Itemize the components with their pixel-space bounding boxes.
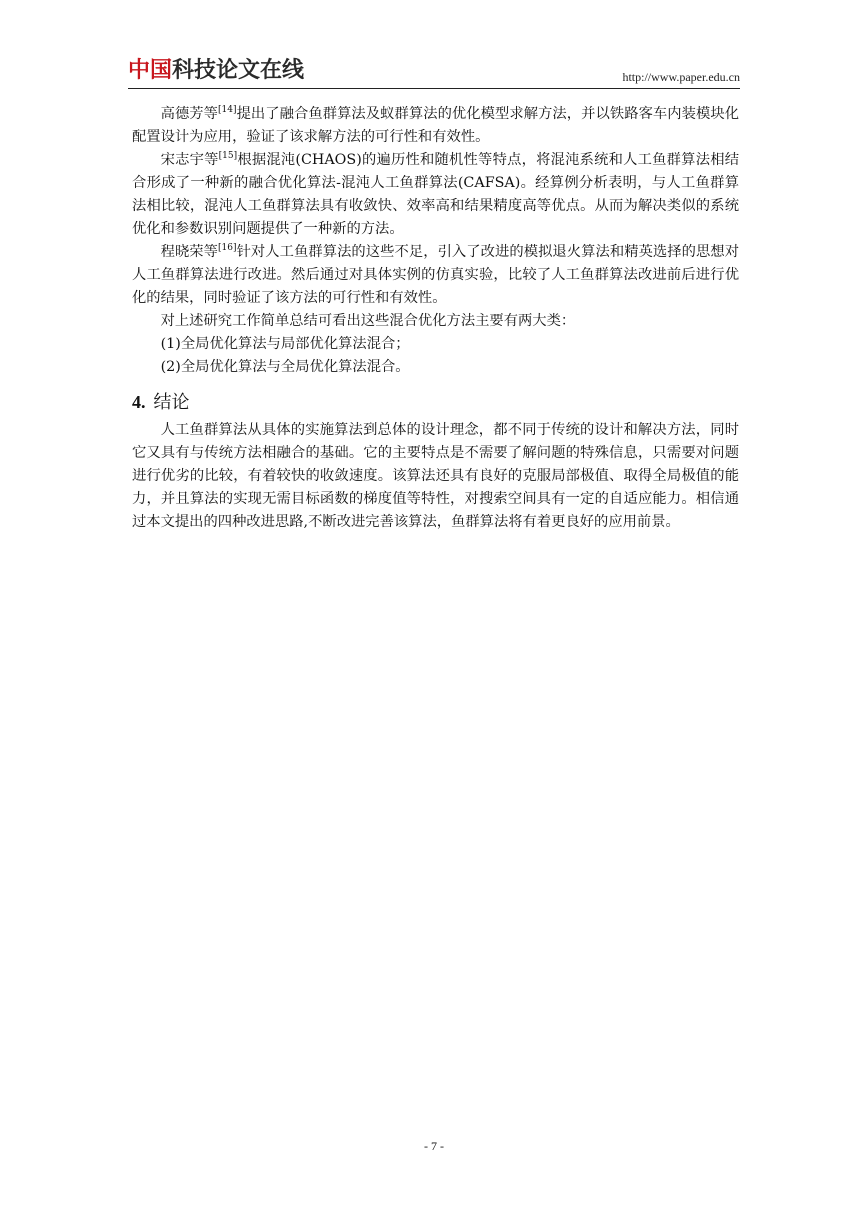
paragraph-song (132, 149, 739, 241)
paragraph-text: 提出了融合鱼群算法及蚁群算法的优化模型求解方法，并以铁路客车内装模块化配置设计为应用，验证了该求解方法的可行性和有效性。 (132, 106, 740, 145)
list-item: (1)全局优化算法与局部优化算法混合； (160, 336, 410, 352)
page-header (128, 58, 740, 89)
article-body (132, 103, 739, 534)
site-logo[interactable] (128, 58, 304, 84)
citation-ref[interactable]: [15] (218, 151, 238, 161)
citation-ref[interactable]: [14] (218, 105, 237, 115)
logo-text-red: 中国 (128, 58, 173, 83)
section-heading-conclusion (132, 390, 739, 415)
paragraph-text: 根据混沌(CHAOS)的遍历性和随机性等特点，将混沌系统和人工鱼群算法相结合形成了一种新的融合优化算法-混沌人工鱼群算法(CAFSA)。经算例分析表明，与人工鱼群算法相比较，混沌人工鱼群算法具有收敛快、效率高和结果精度高等优点。从而为解决类似的系统优化和参数识别问题提供了一种新的方法。 (132, 152, 740, 237)
author-lead: 高德芳等 (160, 106, 219, 122)
list-item: (2)全局优化算法与全局优化算法混合。 (160, 359, 410, 375)
paragraph-text: 针对人工鱼群算法的这些不足，引入了改进的模拟退火算法和精英选择的思想对人工鱼群算法进行改进。然后通过对具体实例的仿真实验，比较了人工鱼群算法改进前后进行优化的结果，同时验证了该方法的可行性和有效性。 (132, 244, 740, 306)
citation-ref[interactable]: [16] (218, 243, 237, 253)
logo-text-dark: 科技论文在线 (172, 58, 305, 83)
page-number: - 7 - (424, 1139, 444, 1153)
section-title: 结论 (153, 392, 190, 413)
paragraph-cheng (132, 241, 739, 310)
site-url[interactable]: http://www.paper.edu.cn (622, 70, 740, 84)
paragraph-gao (132, 103, 739, 149)
conclusion-paragraph: 人工鱼群算法从具体的实施算法到总体的设计理念，都不同于传统的设计和解决方法，同时它又具有与传统方法相融合的基础。它的主要特点是不需要了解问题的特殊信息，只需要对问题进行优劣的比较，有着较快的收敛速度。该算法还具有良好的克服局部极值、取得全局极值的能力，并且算法的实现无需目标函数的梯度值等特性，对搜索空间具有一定的自适应能力。相信通过本文提出的四种改进思路,不断改进完善该算法，鱼群算法将有着更良好的应用前景。 (132, 422, 739, 530)
section-number: 4. (132, 392, 146, 412)
author-lead: 程晓荣等 (160, 244, 219, 260)
author-lead: 宋志宇等 (160, 152, 219, 168)
summary-paragraph: 对上述研究工作简单总结可看出这些混合优化方法主要有两大类： (160, 313, 576, 329)
